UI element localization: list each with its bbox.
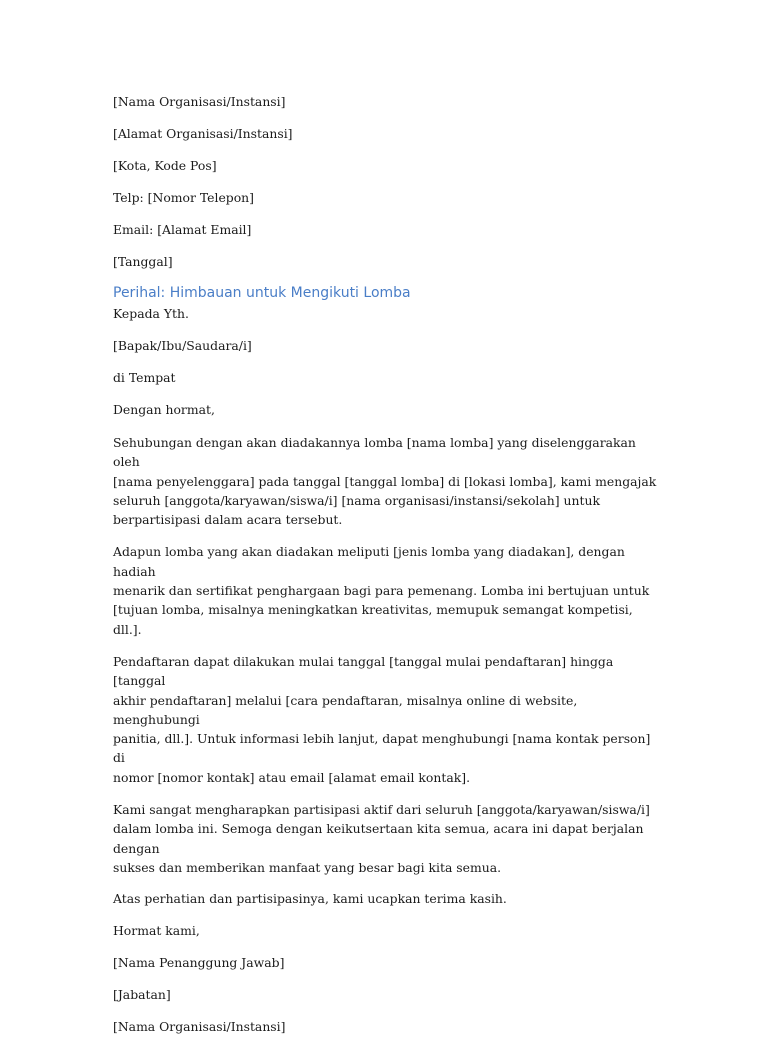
- paragraph-line: [tujuan lomba, misalnya meningkatkan kreativitas, memupuk semangat kompetisi, dll.].: [113, 602, 633, 637]
- paragraph-line: Sehubungan dengan akan diadakannya lomba [nama lomba] yang diselenggarakan oleh: [113, 435, 636, 470]
- sender-org-address: [Alamat Organisasi/Instansi]: [113, 126, 293, 141]
- paragraph-line: [nama penyelenggara] pada tanggal [tanggal lomba] di [lokasi lomba], kami mengajak: [113, 473, 657, 489]
- paragraph-line: seluruh [anggota/karyawan/siswa/i] [nama organisasi/instansi/sekolah] untuk: [113, 492, 600, 508]
- sender-city-postal: [Kota, Kode Pos]: [113, 158, 217, 173]
- recipient-place: di Tempat: [113, 370, 176, 385]
- letter-date: [Tanggal]: [113, 254, 173, 269]
- paragraph-line: dalam lomba ini. Semoga dengan keikutsertaan kita semua, acara ini dapat berjalan dengan: [113, 821, 644, 856]
- paragraph-line: berpartisipasi dalam acara tersebut.: [113, 512, 343, 528]
- closing-thanks: Atas perhatian dan partisipasinya, kami ucapkan terima kasih.: [113, 891, 507, 907]
- paragraph-line: nomor [nomor kontak] atau email [alamat email kontak].: [113, 769, 471, 785]
- paragraph-line: Pendaftaran dapat dilakukan mulai tanggal [tanggal mulai pendaftaran] hingga [tanggal: [113, 653, 614, 689]
- recipient-block: [113, 305, 658, 433]
- sender-email: Email: [Alamat Email]: [113, 222, 252, 237]
- paragraph-line: menarik dan sertifikat penghargaan bagi para pemenang. Lomba ini bertujuan untuk: [113, 583, 650, 599]
- paragraph-line: Adapun lomba yang akan diadakan meliputi [jenis lomba yang diadakan], dengan hadiah: [113, 544, 625, 579]
- recipient-name: [Bapak/Ibu/Saudara/i]: [113, 338, 252, 353]
- sender-phone: Telp: [Nomor Telepon]: [113, 190, 254, 205]
- signatory-position: [Jabatan]: [113, 987, 171, 1003]
- paragraph-line: akhir pendaftaran] melalui [cara pendaftaran, misalnya online di website, menghubungi: [113, 692, 578, 727]
- sender-block: [113, 93, 658, 285]
- recipient-salutation: Kepada Yth.: [113, 306, 189, 321]
- signatory-org-name: [Nama Organisasi/Instansi]: [113, 1019, 286, 1035]
- greeting: Dengan hormat,: [113, 402, 215, 417]
- paragraph-line: sukses dan memberikan manfaat yang besar bagi kita semua.: [113, 859, 502, 875]
- subject-heading: Perihal: Himbauan untuk Mengikuti Lomba: [113, 285, 411, 301]
- closing-phrase: Hormat kami,: [113, 923, 200, 939]
- signoff-block: [113, 890, 658, 1050]
- paragraph-competition-details: [113, 542, 658, 638]
- paragraph-announcement: [113, 433, 658, 529]
- letter-body: [113, 93, 658, 1050]
- sender-org-name: [Nama Organisasi/Instansi]: [113, 94, 286, 109]
- paragraph-line: panitia, dll.]. Untuk informasi lebih lanjut, dapat menghubungi [nama kontak person] di: [113, 731, 651, 766]
- signatory-name: [Nama Penanggung Jawab]: [113, 955, 285, 971]
- paragraph-line: Kami sangat mengharapkan partisipasi aktif dari seluruh [anggota/karyawan/siswa/i]: [113, 802, 650, 818]
- paragraph-registration: [113, 652, 658, 787]
- paragraph-invitation: [113, 800, 658, 877]
- body-paragraphs: [113, 433, 658, 877]
